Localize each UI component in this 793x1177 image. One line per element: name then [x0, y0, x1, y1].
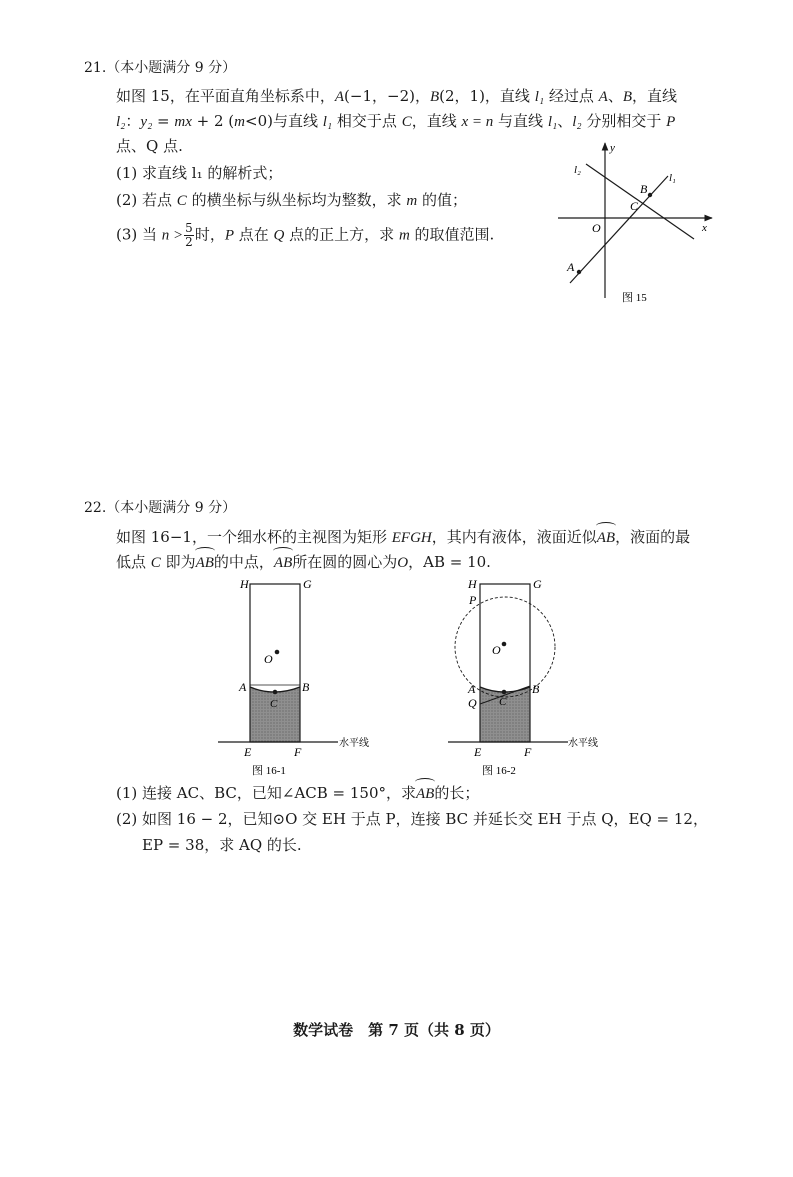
point-q: Q — [273, 227, 285, 244]
q21-item-3 — [116, 222, 494, 249]
q22-text: 的长； — [434, 784, 480, 802]
label-e: E — [244, 745, 252, 759]
q21-text: 经过点 — [544, 87, 599, 105]
horizon-label: 水平线 — [568, 738, 598, 749]
q22-text: ，液面的最 — [615, 528, 691, 546]
q21-text: + 2 ( — [191, 112, 235, 130]
frac-numerator: 5 — [185, 221, 193, 235]
figure-15 — [550, 138, 720, 308]
label-f: F — [294, 745, 302, 759]
point-a-dot — [577, 270, 581, 274]
center-o-dot — [275, 650, 280, 655]
q21-text: 的横坐标与纵坐标均为整数，求 — [186, 191, 407, 209]
label-l1: l₁ — [669, 172, 676, 184]
line-l2: l₂ — [572, 114, 582, 130]
figure-16-1 — [210, 572, 380, 777]
point-b: B — [622, 89, 632, 105]
label-c: C — [270, 698, 278, 710]
q22-text: 的中点， — [213, 553, 274, 571]
figure-16-1-caption: 图 16-1 — [252, 765, 286, 777]
q22-text: (1) 连接 AC、BC，已知∠ACB = 150°，求 — [116, 784, 417, 802]
q21-text: 时， — [194, 225, 225, 244]
q22-item-2-line-1: (2) 如图 16 − 2，已知⊙O 交 EH 于点 P，连接 BC 并延长交 EH 于点 Q，EQ = 12， — [116, 810, 708, 828]
liquid — [250, 687, 300, 742]
label-o: O — [264, 652, 273, 666]
q21-text: 的取值范围. — [409, 225, 495, 244]
var-m: m — [398, 227, 410, 244]
line-l2: l₂ — [116, 114, 126, 130]
q22-header: 22.（本小题满分 9 分） — [84, 500, 237, 516]
q21-text: ，直线 — [632, 87, 678, 105]
var-m: m — [234, 114, 246, 130]
arc-ab: AB — [273, 555, 293, 571]
line-l1: l₁ — [534, 89, 545, 105]
point-o: O — [397, 555, 409, 571]
line-l1: l₁ — [547, 114, 558, 130]
point-c-dot — [273, 690, 278, 695]
point-b-dot — [648, 193, 652, 197]
label-a: A — [567, 260, 575, 274]
q22-intro-line-2 — [116, 552, 491, 573]
point-p: P — [666, 114, 676, 130]
q21-intro-line-3: 点、Q 点. — [116, 137, 183, 155]
label-b: B — [302, 680, 310, 694]
label-b: B — [640, 182, 648, 196]
q21-text: 分别相交于 — [581, 112, 667, 130]
line-l1: l₁ — [322, 114, 333, 130]
q21-item-2 — [116, 190, 467, 211]
arc-ab: AB — [416, 786, 435, 802]
q21-text: 、 — [607, 87, 623, 105]
label-a: A — [239, 680, 247, 694]
q21-text: 相交于点 — [332, 112, 402, 130]
q22-intro-line-1 — [116, 527, 690, 548]
q22-text: ，AB = 10. — [408, 553, 491, 571]
page-footer: 数学试卷 第 7 页（共 8 页） — [293, 1021, 500, 1039]
label-f: F — [524, 745, 532, 759]
q22-item-2-line-2: EP = 38，求 AQ 的长. — [142, 836, 302, 854]
q21-text: 如图 15，在平面直角坐标系中， — [116, 87, 335, 105]
q21-text: 点在 — [234, 225, 274, 244]
line-l1-graph — [570, 176, 668, 283]
point-c-dot — [502, 690, 507, 695]
label-a: A — [468, 682, 476, 696]
label-e: E — [474, 745, 482, 759]
line-l2-graph — [586, 164, 694, 239]
point-c: C — [150, 555, 161, 571]
q21-item-1: (1) 求直线 l₁ 的解析式； — [116, 164, 283, 182]
n-gt: n > — [161, 227, 184, 244]
q22-item-1 — [116, 783, 479, 804]
fraction-five-halves — [184, 222, 194, 249]
q21-text: 点的正上方，求 — [284, 225, 399, 244]
q21-text: (2) 若点 — [116, 191, 177, 209]
q21-text: ： — [125, 112, 141, 130]
q21-text: 与直线 — [493, 112, 548, 130]
arc-ab: AB — [195, 555, 214, 571]
q22-text: 所在圆的圆心为 — [292, 553, 398, 571]
label-g: G — [303, 577, 312, 591]
label-l2: l₂ — [574, 164, 581, 176]
var-m: m — [406, 193, 418, 209]
figure-16-2 — [440, 572, 620, 777]
label-q: Q — [468, 696, 477, 710]
point-b: B — [429, 89, 440, 105]
q21-header: 21.（本小题满分 9 分） — [84, 60, 237, 76]
rect-efgh: EFGH — [391, 530, 432, 546]
line-x-eq-n: x = n — [461, 114, 494, 130]
label-origin: O — [592, 221, 601, 235]
frac-denominator: 2 — [185, 235, 193, 249]
q21-intro-line-2: l₂：y₂ = mx + 2 (m<0)与直线 l₁ 相交于点 C，直线 x = n 与直线 l₁、l₂ 分别相交于 P — [116, 112, 676, 130]
label-h: H — [240, 577, 249, 591]
center-o-dot — [502, 642, 507, 647]
y2: y₂ — [140, 114, 153, 130]
label-c: C — [630, 199, 639, 213]
label-b: B — [532, 682, 540, 696]
q22-text: 低点 — [116, 553, 151, 571]
figure-16-2-caption: 图 16-2 — [482, 765, 516, 777]
q21-text: (2，1)，直线 — [439, 87, 535, 105]
q21-text: (−1，−2)， — [344, 87, 430, 105]
label-y: y — [610, 142, 615, 154]
label-h: H — [468, 577, 477, 591]
q22-text: 如图 16−1，一个细水杯的主视图为矩形 — [116, 528, 392, 546]
q21-text: 的值； — [417, 191, 467, 209]
horizon-label: 水平线 — [339, 738, 369, 749]
label-p: P — [469, 593, 477, 607]
label-c: C — [499, 696, 507, 708]
label-o: O — [492, 643, 501, 657]
arc-ab: AB — [596, 530, 616, 546]
point-a: A — [598, 89, 608, 105]
mx: mx — [174, 114, 192, 130]
point-c: C — [401, 114, 412, 130]
point-p: P — [224, 227, 234, 244]
q22-text: ，其内有液体，液面近似 — [431, 528, 597, 546]
label-g: G — [533, 577, 542, 591]
q21-text: (3) 当 — [116, 225, 162, 244]
figure-15-caption: 图 15 — [622, 292, 647, 304]
point-a: A — [334, 89, 345, 105]
q21-intro-line-1 — [116, 86, 677, 107]
q21-text: <0)与直线 — [245, 112, 323, 130]
q21-text: 、 — [557, 112, 573, 130]
q21-text: ，直线 — [411, 112, 462, 130]
point-c: C — [176, 193, 187, 209]
label-x: x — [702, 222, 707, 234]
q22-text: 即为 — [160, 553, 196, 571]
